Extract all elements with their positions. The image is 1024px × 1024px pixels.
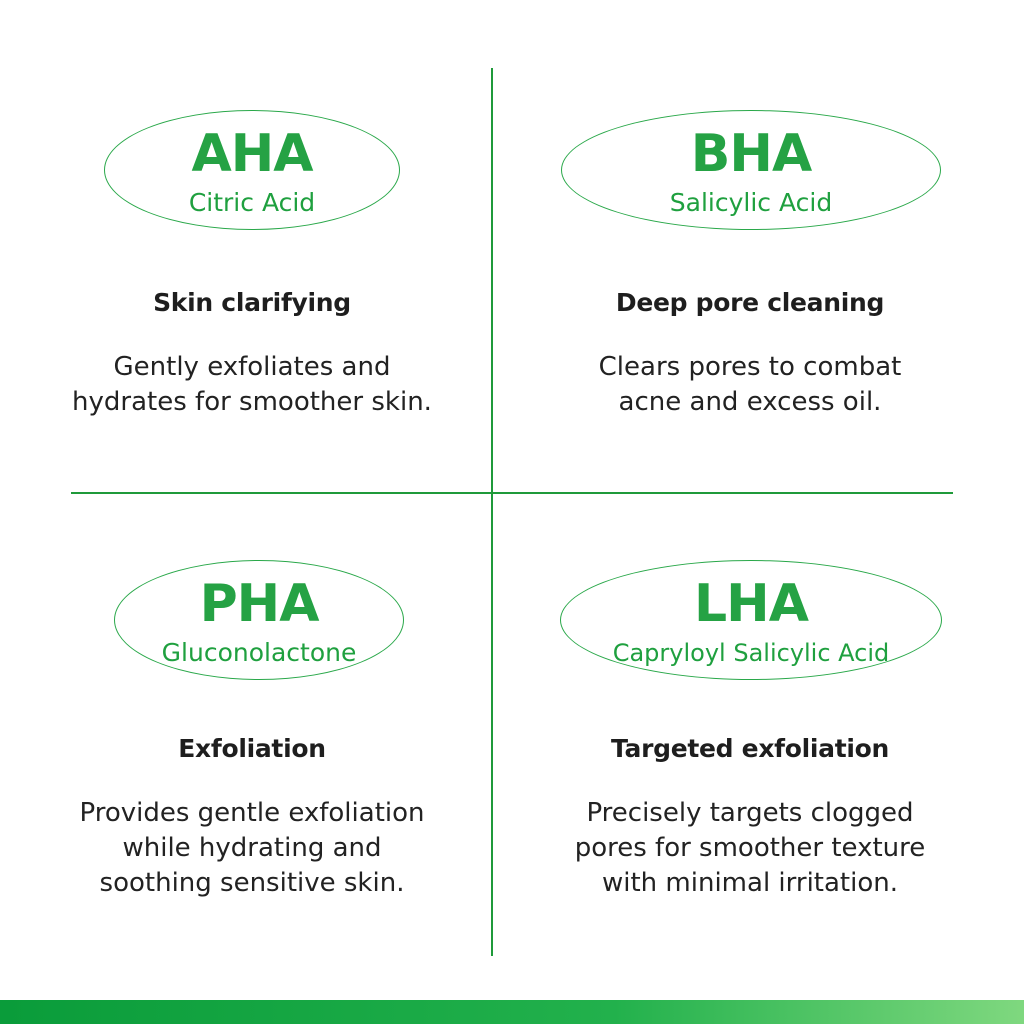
acid-name: Gluconolactone (161, 638, 357, 667)
acid-name: Salicylic Acid (669, 188, 833, 217)
vertical-divider (491, 68, 493, 956)
acid-oval (114, 560, 404, 680)
benefit-heading: Skin clarifying (153, 288, 351, 317)
benefit-description: Precisely targets clogged pores for smoother texture with minimal irritation. (574, 798, 926, 898)
acid-name: Citric Acid (188, 188, 316, 217)
benefit-description: Clears pores to combat acne and excess oil. (598, 352, 902, 417)
horizontal-divider (71, 492, 953, 494)
acid-name: Capryloyl Salicylic Acid (612, 639, 890, 667)
benefit-description: Provides gentle exfoliation while hydrating and soothing sensitive skin. (79, 798, 425, 898)
acid-acronym: AHA (191, 124, 313, 184)
acid-oval (104, 110, 400, 230)
benefit-description: Gently exfoliates and hydrates for smoother skin. (72, 352, 432, 417)
acid-acronym: BHA (690, 124, 812, 184)
acid-oval (561, 110, 941, 230)
acid-acronym: PHA (199, 574, 319, 634)
benefit-heading: Targeted exfoliation (610, 734, 890, 763)
acid-acronym: LHA (694, 574, 808, 634)
benefit-heading: Deep pore cleaning (615, 288, 885, 317)
benefit-heading: Exfoliation (178, 734, 326, 763)
acid-oval (560, 560, 942, 680)
bottom-gradient-bar (0, 1000, 1024, 1024)
